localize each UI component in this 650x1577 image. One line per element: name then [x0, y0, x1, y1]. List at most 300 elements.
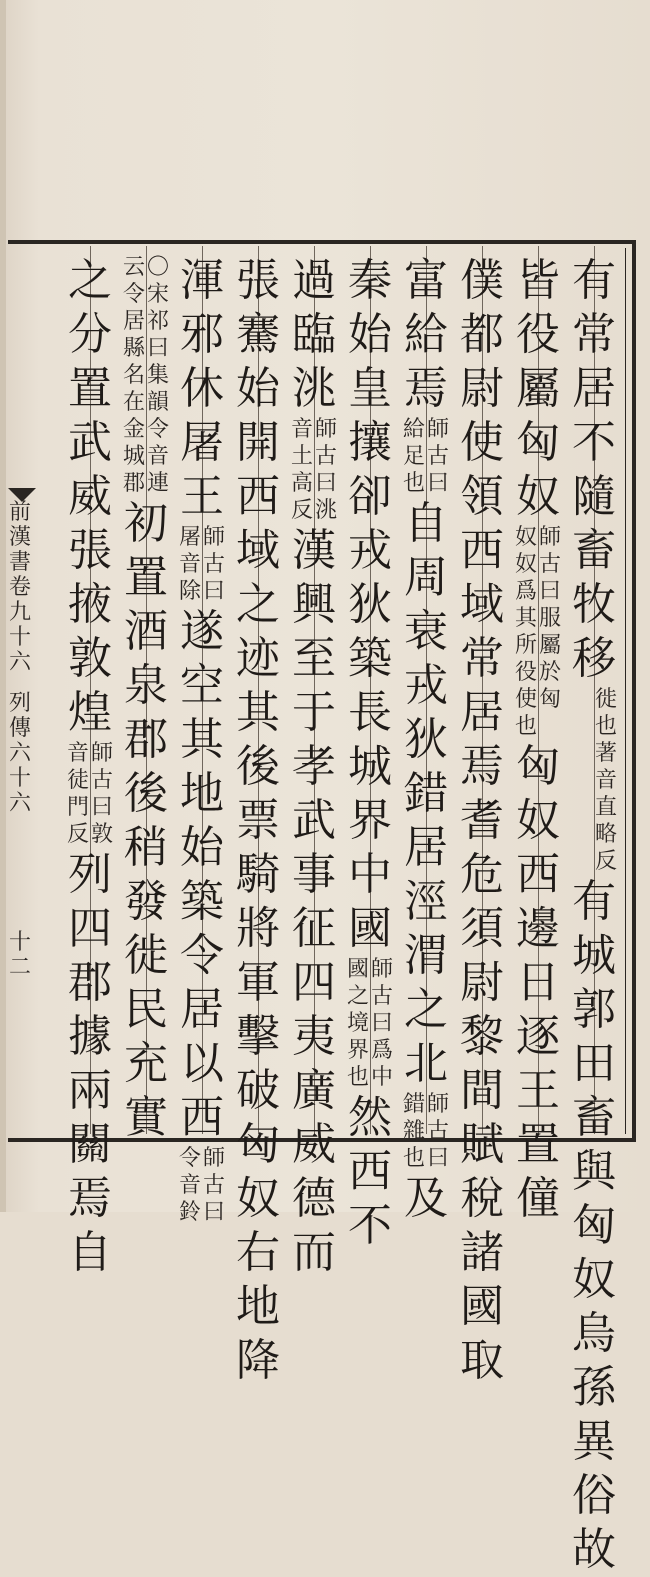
main-text-char: 張	[236, 255, 280, 306]
main-text-char: 郡	[124, 714, 168, 765]
annotation-left	[402, 416, 426, 497]
annotation-char: 直	[594, 795, 617, 820]
main-text-char: 諸	[460, 1227, 504, 1278]
annotation-right	[202, 1145, 226, 1226]
main-text-char: 臨	[292, 309, 336, 360]
main-text-char: 長	[348, 687, 392, 738]
annotation-double-line	[400, 1091, 452, 1172]
main-text-char: 然	[348, 1092, 392, 1143]
annotation-char: 居	[122, 309, 145, 334]
main-text-char: 周	[404, 552, 448, 603]
main-text-char: 掖	[68, 579, 112, 630]
main-text-char: 域	[460, 579, 504, 630]
annotation-char: 給	[402, 417, 425, 442]
annotation-char: 連	[146, 471, 169, 496]
annotation-char: 師	[538, 525, 561, 550]
annotation-char: 縣	[122, 336, 145, 361]
main-text-char: 異	[572, 1416, 616, 1467]
main-text-char: 稅	[460, 1173, 504, 1224]
annotation-char: 古	[202, 552, 225, 577]
annotation-char: 足	[402, 444, 425, 469]
margin-char: 卷	[8, 575, 31, 600]
main-text-char: 始	[236, 363, 280, 414]
annotation-char: 音	[146, 444, 169, 469]
main-text-char: 孝	[292, 741, 336, 792]
annotation-char: 古	[370, 984, 393, 1009]
annotation-char: 古	[90, 768, 113, 793]
annotation-char: 反	[594, 849, 617, 874]
annotation-right	[594, 686, 618, 875]
main-text-char: 奴	[516, 471, 560, 522]
main-text-char: 事	[292, 849, 336, 900]
main-text-char: 戎	[348, 525, 392, 576]
margin-char: 十	[8, 766, 31, 791]
text-column	[568, 254, 620, 1577]
main-text-char: 築	[180, 876, 224, 927]
margin-char: 六	[8, 650, 31, 675]
margin-char: 六	[8, 791, 31, 816]
main-text-char: 卻	[348, 471, 392, 522]
main-text-char: 實	[124, 1092, 168, 1143]
annotation-left	[122, 254, 146, 497]
text-column	[512, 254, 564, 1226]
main-text-char: 常	[460, 633, 504, 684]
main-text-char: 僮	[516, 1173, 560, 1224]
annotation-char: 古	[426, 444, 449, 469]
annotation-right	[370, 956, 394, 1091]
main-text-char: 屬	[516, 363, 560, 414]
main-text-char: 令	[180, 930, 224, 981]
annotation-double-line	[120, 254, 172, 497]
annotation-char: 師	[426, 1092, 449, 1117]
main-text-char: 武	[68, 417, 112, 468]
main-text-char: 居	[180, 984, 224, 1035]
main-text-char: 發	[124, 876, 168, 927]
main-text-char: 夷	[292, 1011, 336, 1062]
annotation-char: 云	[122, 255, 145, 280]
main-text-char: 故	[572, 1524, 616, 1575]
margin-char: 傳	[8, 716, 31, 741]
main-text-char: 降	[236, 1335, 280, 1386]
main-text-char: 充	[124, 1038, 168, 1089]
main-text-char: 居	[460, 687, 504, 738]
margin-char: 六	[8, 741, 31, 766]
annotation-char: 韻	[146, 390, 169, 415]
annotation-char: 音	[178, 552, 201, 577]
annotation-char: 使	[514, 687, 537, 712]
text-column	[344, 254, 396, 1253]
main-text-char: 四	[68, 903, 112, 954]
annotation-char: 雜	[402, 1119, 425, 1144]
main-text-char: 之	[68, 255, 112, 306]
annotation-char: 洮	[314, 498, 337, 523]
main-text-char: 尉	[460, 957, 504, 1008]
annotation-double-line	[176, 524, 228, 605]
annotation-right	[202, 524, 226, 605]
main-text-char: 逐	[516, 1011, 560, 1062]
main-text-char: 城	[572, 930, 616, 981]
annotation-char: 所	[514, 633, 537, 658]
main-text-char: 列	[68, 849, 112, 900]
margin-char: 漢	[8, 525, 31, 550]
margin-char: 十	[8, 625, 31, 650]
main-text-char: 不	[572, 417, 616, 468]
page-number	[6, 930, 34, 980]
annotation-char: 曰	[202, 579, 225, 604]
annotation-char: 也	[402, 471, 425, 496]
annotation-double-line	[64, 740, 116, 848]
main-text-char: 尉	[460, 363, 504, 414]
main-text-char: 界	[348, 795, 392, 846]
text-column	[456, 254, 508, 1388]
main-text-char: 僕	[460, 255, 504, 306]
main-text-char: 于	[292, 687, 336, 738]
main-text-char: 與	[572, 1146, 616, 1197]
main-text-char: 中	[348, 849, 392, 900]
annotation-char: 曰	[314, 471, 337, 496]
main-text-char: 須	[460, 903, 504, 954]
main-text-char: 右	[236, 1227, 280, 1278]
main-text-char: 有	[572, 255, 616, 306]
main-text-char: 泉	[124, 660, 168, 711]
main-text-char: 休	[180, 363, 224, 414]
annotation-char: 名	[122, 363, 145, 388]
annotation-char: 反	[66, 822, 89, 847]
main-text-char: 隨	[572, 471, 616, 522]
main-text-char: 匈	[516, 741, 560, 792]
text-column	[176, 254, 228, 1226]
main-text-char: 王	[516, 1065, 560, 1116]
annotation-char: 師	[202, 1146, 225, 1171]
main-text-char: 北	[404, 1038, 448, 1089]
main-text-char: 使	[460, 417, 504, 468]
main-text-char: 烏	[572, 1308, 616, 1359]
margin-char: 前	[8, 500, 31, 525]
annotation-right	[538, 524, 562, 740]
main-text-char: 涇	[404, 876, 448, 927]
annotation-char: 曰	[426, 471, 449, 496]
annotation-char: 除	[178, 579, 201, 604]
main-text-char: 置	[68, 363, 112, 414]
main-text-char: 西	[236, 471, 280, 522]
main-text-char: 置	[124, 552, 168, 603]
annotation-left	[570, 686, 594, 875]
main-text-char: 德	[292, 1173, 336, 1224]
annotation-char: 師	[314, 417, 337, 442]
annotation-char: 境	[346, 1011, 369, 1036]
annotation-char: 反	[290, 498, 313, 523]
main-text-char: 狄	[348, 579, 392, 630]
annotation-char: 金	[122, 417, 145, 442]
annotation-left	[290, 416, 314, 524]
annotation-char: 曰	[538, 579, 561, 604]
main-text-char: 空	[180, 660, 224, 711]
main-text-char: 渾	[180, 255, 224, 306]
main-text-char: 之	[236, 579, 280, 630]
main-text-char: 據	[68, 1011, 112, 1062]
main-text-char: 有	[572, 876, 616, 927]
main-text-char: 王	[180, 471, 224, 522]
annotation-char: 爲	[514, 579, 537, 604]
annotation-char: 敦	[90, 822, 113, 847]
main-text-char: 都	[460, 309, 504, 360]
annotation-char: 音	[290, 417, 313, 442]
main-text-char: 焉	[460, 741, 504, 792]
annotation-char: 城	[122, 444, 145, 469]
main-text-char: 賦	[460, 1119, 504, 1170]
main-text-char: 地	[180, 768, 224, 819]
main-text-char: 皆	[516, 255, 560, 306]
annotation-right	[146, 254, 170, 497]
main-text-char: 間	[460, 1065, 504, 1116]
main-text-char: 領	[460, 471, 504, 522]
main-text-char: 票	[236, 795, 280, 846]
main-text-char: 富	[404, 255, 448, 306]
annotation-char: 古	[202, 1173, 225, 1198]
main-text-char: 匈	[236, 1119, 280, 1170]
annotation-char: 役	[514, 660, 537, 685]
annotation-char: 曰	[90, 795, 113, 820]
main-text-char: 敦	[68, 633, 112, 684]
main-text-char: 奴	[572, 1254, 616, 1305]
text-column	[64, 254, 116, 1280]
main-text-char: 稍	[124, 822, 168, 873]
annotation-char: 土	[290, 444, 313, 469]
annotation-char: 也	[346, 1065, 369, 1090]
annotation-char: 著	[594, 741, 617, 766]
annotation-char: 匈	[538, 687, 561, 712]
main-text-char: 其	[236, 687, 280, 738]
main-text-char: 城	[348, 741, 392, 792]
annotation-char: 師	[370, 957, 393, 982]
annotation-left	[514, 524, 538, 740]
main-text-char: 築	[348, 633, 392, 684]
annotation-double-line	[344, 956, 396, 1091]
annotation-char: 中	[370, 1065, 393, 1090]
main-text-char: 遂	[180, 606, 224, 657]
main-text-char: 畜	[572, 525, 616, 576]
main-text-char: 地	[236, 1281, 280, 1332]
text-column	[400, 254, 452, 1226]
main-text-char: 西	[180, 1092, 224, 1143]
annotation-char: 也	[514, 714, 537, 739]
annotation-char: 曰	[146, 336, 169, 361]
annotation-char: 爲	[370, 1038, 393, 1063]
main-text-char: 初	[124, 498, 168, 549]
annotation-left	[178, 1145, 202, 1226]
annotation-char: 古	[538, 552, 561, 577]
main-text-char: 國	[460, 1281, 504, 1332]
annotation-char: 師	[90, 741, 113, 766]
main-text-char: 置	[516, 1119, 560, 1170]
main-text-char: 邪	[180, 309, 224, 360]
annotation-char: 屬	[538, 633, 561, 658]
main-text-char: 而	[292, 1227, 336, 1278]
main-text-char: 酒	[124, 606, 168, 657]
main-text-char: 取	[460, 1335, 504, 1386]
main-text-char: 兩	[68, 1065, 112, 1116]
annotation-char: 錯	[402, 1092, 425, 1117]
annotation-char: 宋	[146, 282, 169, 307]
main-text-char: 俗	[572, 1470, 616, 1521]
annotation-char: 曰	[370, 1011, 393, 1036]
main-text-char: 西	[348, 1146, 392, 1197]
main-text-char: 威	[292, 1119, 336, 1170]
annotation-char: 界	[346, 1038, 369, 1063]
main-text-char: 自	[404, 498, 448, 549]
main-text-char: 將	[236, 903, 280, 954]
annotation-char: 音	[66, 741, 89, 766]
annotation-double-line	[288, 416, 340, 524]
main-text-char: 其	[180, 714, 224, 765]
annotation-char: 音	[594, 768, 617, 793]
annotation-char: 古	[426, 1119, 449, 1144]
frame-inner-rule	[625, 248, 626, 1134]
annotation-char: 令	[122, 282, 145, 307]
annotation-char: 師	[202, 525, 225, 550]
annotation-char: 曰	[426, 1146, 449, 1171]
main-text-char: 分	[68, 309, 112, 360]
main-text-char: 張	[68, 525, 112, 576]
main-text-char: 黎	[460, 1011, 504, 1062]
main-text-char: 廣	[292, 1065, 336, 1116]
main-text-char: 域	[236, 525, 280, 576]
annotation-char: 高	[290, 471, 313, 496]
main-text-char: 之	[404, 984, 448, 1035]
annotation-char: 音	[178, 1173, 201, 1198]
margin-char: 九	[8, 600, 31, 625]
annotation-char: 郡	[122, 471, 145, 496]
main-text-char: 畜	[572, 1092, 616, 1143]
annotation-char: 〇	[146, 255, 169, 280]
main-text-char: 孫	[572, 1362, 616, 1413]
main-text-char: 洮	[292, 363, 336, 414]
main-text-char: 郡	[68, 957, 112, 1008]
main-text-char: 騎	[236, 849, 280, 900]
annotation-right	[90, 740, 114, 848]
annotation-right	[314, 416, 338, 524]
main-text-char: 邊	[516, 903, 560, 954]
main-text-char: 武	[292, 795, 336, 846]
main-text-char: 徙	[124, 930, 168, 981]
main-text-char: 四	[292, 957, 336, 1008]
margin-char: 十	[8, 930, 31, 955]
annotation-char: 徒	[66, 768, 89, 793]
text-column	[232, 254, 284, 1388]
annotation-char: 也	[594, 714, 617, 739]
annotation-left	[402, 1091, 426, 1172]
main-text-char: 騫	[236, 309, 280, 360]
annotation-left	[178, 524, 202, 605]
main-text-char: 征	[292, 903, 336, 954]
main-text-char: 不	[348, 1200, 392, 1251]
main-text-char: 始	[348, 309, 392, 360]
main-text-char: 居	[572, 363, 616, 414]
main-text-char: 煌	[68, 687, 112, 738]
main-text-char: 渭	[404, 930, 448, 981]
main-text-char: 以	[180, 1038, 224, 1089]
annotation-double-line	[176, 1145, 228, 1226]
main-text-char: 民	[124, 984, 168, 1035]
annotation-char: 鈴	[178, 1200, 201, 1225]
annotation-right	[426, 1091, 450, 1172]
margin-char: 書	[8, 550, 31, 575]
main-text-char: 威	[68, 471, 112, 522]
annotation-char: 奴	[514, 552, 537, 577]
annotation-char: 令	[146, 417, 169, 442]
main-text-char: 奴	[236, 1173, 280, 1224]
margin-strip	[6, 500, 34, 920]
annotation-char: 師	[426, 417, 449, 442]
main-text-char: 衰	[404, 606, 448, 657]
annotation-char: 國	[346, 957, 369, 982]
book-title	[9, 500, 31, 675]
main-text-char: 迹	[236, 633, 280, 684]
annotation-char: 之	[346, 984, 369, 1009]
main-text-char: 牧	[572, 579, 616, 630]
main-text-char: 田	[572, 1038, 616, 1089]
annotation-char: 集	[146, 363, 169, 388]
main-text-char: 始	[180, 822, 224, 873]
main-text-char: 焉	[404, 363, 448, 414]
main-text-char: 屠	[180, 417, 224, 468]
main-text-char: 至	[292, 633, 336, 684]
main-text-char: 匈	[516, 417, 560, 468]
main-text-char: 漢	[292, 525, 336, 576]
annotation-char: 古	[314, 444, 337, 469]
main-text-char: 後	[236, 741, 280, 792]
main-text-char: 西	[460, 525, 504, 576]
annotation-left	[66, 740, 90, 848]
main-text-char: 郭	[572, 984, 616, 1035]
main-text-char: 秦	[348, 255, 392, 306]
main-text-char: 開	[236, 417, 280, 468]
main-text-char: 皇	[348, 363, 392, 414]
main-text-char: 後	[124, 768, 168, 819]
annotation-char: 於	[538, 660, 561, 685]
main-text-char: 西	[516, 849, 560, 900]
annotation-char: 門	[66, 795, 89, 820]
main-text-char: 給	[404, 309, 448, 360]
main-text-char: 日	[516, 957, 560, 1008]
main-text-char: 居	[404, 822, 448, 873]
main-text-char: 危	[460, 849, 504, 900]
main-text-char: 破	[236, 1065, 280, 1116]
main-text-char: 焉	[68, 1173, 112, 1224]
chapter-label	[9, 691, 31, 816]
annotation-char: 在	[122, 390, 145, 415]
main-text-char: 奴	[516, 795, 560, 846]
annotation-left	[346, 956, 370, 1091]
text-column	[120, 254, 172, 1145]
main-text-char: 役	[516, 309, 560, 360]
main-text-char: 及	[404, 1173, 448, 1224]
main-text-char: 興	[292, 579, 336, 630]
main-text-char: 匈	[572, 1200, 616, 1251]
annotation-char: 曰	[202, 1200, 225, 1225]
main-text-char: 過	[292, 255, 336, 306]
annotation-char: 屠	[178, 525, 201, 550]
annotation-double-line	[512, 524, 564, 740]
annotation-char: 也	[402, 1146, 425, 1171]
main-text-char: 戎	[404, 660, 448, 711]
annotation-double-line	[568, 686, 620, 875]
annotation-char: 其	[514, 606, 537, 631]
annotation-char: 服	[538, 606, 561, 631]
annotation-right	[426, 416, 450, 497]
annotation-double-line	[400, 416, 452, 497]
main-text-char: 軍	[236, 957, 280, 1008]
